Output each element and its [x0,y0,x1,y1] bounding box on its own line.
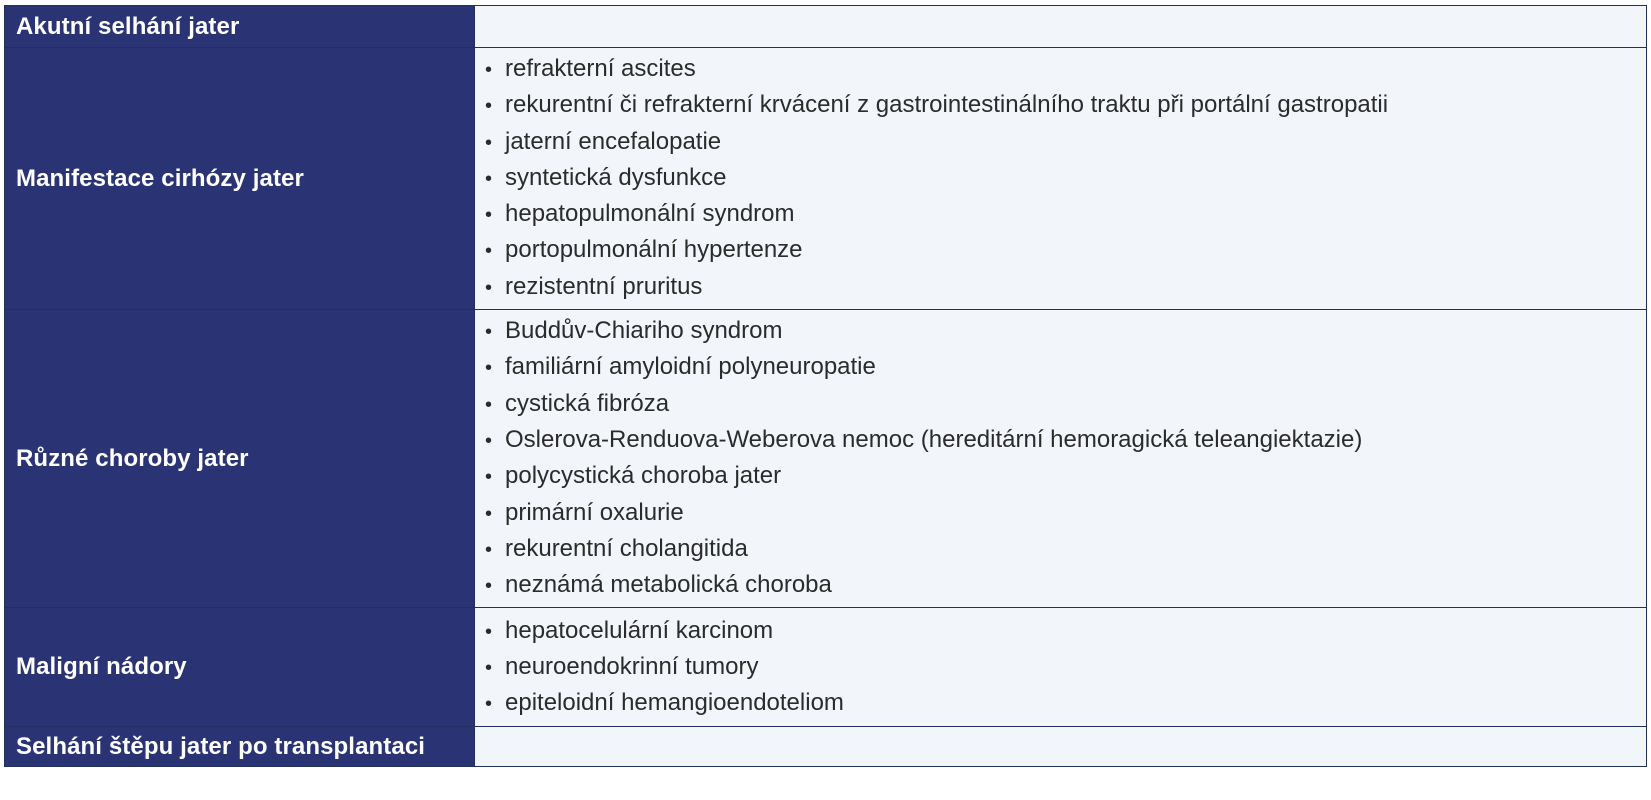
list-item [485,458,1646,494]
bullet-icon: • [485,357,493,380]
list-item [485,649,1646,685]
indications-table [4,5,1647,767]
bullet-icon: • [485,276,493,299]
list-item-text: Buddův-Chiariho syndrom [505,317,783,345]
item-list [475,610,1646,726]
list-item [485,422,1646,458]
list-item [485,349,1646,385]
list-item [485,313,1646,349]
bullet-icon: • [485,620,493,643]
list-item [485,567,1646,603]
list-item-text: epiteloidní hemangioendoteliom [505,689,844,717]
table-row [5,608,1647,727]
table-row [5,727,1647,767]
list-item-text: refrakterní ascites [505,55,696,82]
list-item [485,495,1646,531]
list-item [485,531,1646,567]
item-list [475,48,1646,309]
items-cell [475,727,1647,767]
bullet-icon: • [485,466,493,489]
items-cell [475,608,1647,727]
list-item-text: neuroendokrinní tumory [505,652,759,680]
list-item [485,613,1646,649]
indications-table-wrapper [4,5,1646,767]
list-item [485,269,1646,305]
item-list [475,310,1646,607]
bullet-icon: • [485,204,493,227]
bullet-icon: • [485,575,493,598]
list-item [485,386,1646,422]
table-row [5,310,1647,608]
bullet-icon: • [485,502,493,525]
list-item-text: Oslerova-Renduova-Weberova nemoc (hereditární hemoragická teleangiektazie) [505,425,1363,453]
bullet-icon: • [485,321,493,344]
bullet-icon: • [485,240,493,263]
list-item [485,232,1646,268]
bullet-icon: • [485,131,493,154]
list-item-text: neznámá metabolická choroba [505,571,832,599]
list-item-text: cystická fibróza [505,389,670,417]
bullet-icon: • [485,656,493,679]
table-row [5,48,1647,310]
category-cell: Manifestace cirhózy jater [5,48,475,310]
list-item-text: polycystická choroba jater [505,462,782,490]
bullet-icon: • [485,95,493,118]
list-item-text: primární oxalurie [505,498,684,526]
list-item [485,685,1646,721]
list-item [485,196,1646,232]
category-cell: Různé choroby jater [5,310,475,608]
category-cell: Selhání štěpu jater po transplantaci [5,727,475,767]
list-item [485,87,1646,123]
list-item [485,160,1646,196]
list-item-text: rekurentní cholangitida [505,534,748,562]
items-cell [475,48,1647,310]
bullet-icon: • [485,59,493,81]
category-cell: Akutní selhání jater [5,6,475,48]
list-item-text: jaterní encefalopatie [505,127,722,155]
list-item-text: rekurentní či refrakterní krvácení z gastrointestinálního traktu při portální gastropatii [505,91,1389,119]
list-item [485,51,1646,87]
bullet-icon: • [485,538,493,561]
list-item-text: portopulmonální hypertenze [505,236,803,264]
list-item [485,124,1646,160]
items-cell [475,310,1647,608]
table-row [5,6,1647,48]
bullet-icon: • [485,693,493,716]
bullet-icon: • [485,167,493,190]
items-cell [475,6,1647,48]
list-item-text: syntetická dysfunkce [505,163,727,191]
list-item-text: hepatocelulární karcinom [505,616,774,644]
bullet-icon: • [485,393,493,416]
bullet-icon: • [485,429,493,452]
list-item-text: familiární amyloidní polyneuropatie [505,353,876,381]
category-cell: Maligní nádory [5,608,475,727]
list-item-text: hepatopulmonální syndrom [505,200,795,228]
list-item-text: rezistentní pruritus [505,272,703,300]
